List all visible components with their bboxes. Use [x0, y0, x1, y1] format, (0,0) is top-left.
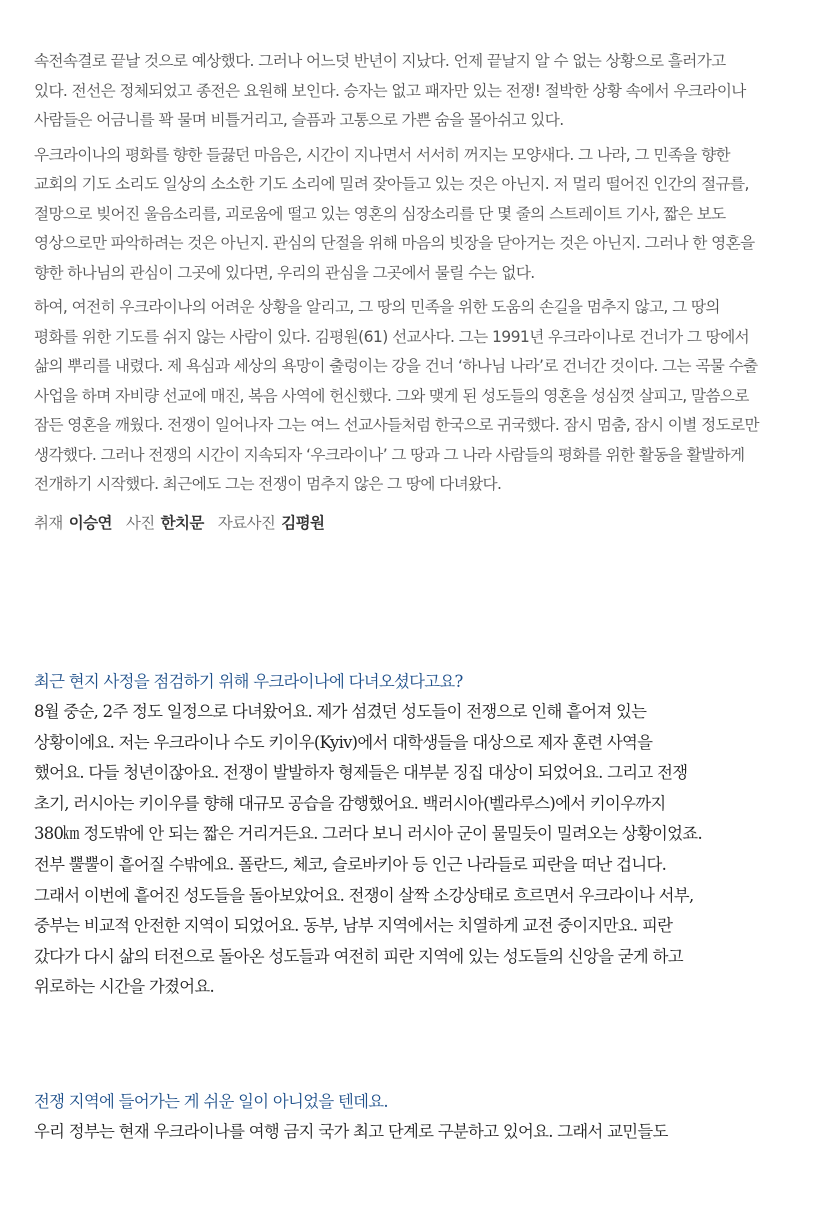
reporter-name: 이승연 — [68, 514, 112, 532]
lead-paragraph: 우크라이나의 평화를 향한 들끓던 마음은, 시간이 지나면서 서서히 꺼지는 모양새다. 그 나라, 그 민족을 향한 교회의 기도 소리도 일상의 소소한 기도 소리에 밀려 잦아들고 있는 것은 아닌지. 저 멀리 떨어진 인간의 절규를, 절망으로 빚어진 울음소리를, 괴로움에 떨고 있는 영혼의 심장소리를 단 몇 줄의 스트레이트 기사, 짧은 보도 영상으로만 파악하려는 것은 아닌지. 관심의 단절을 위해 마음의 빗장을 닫아거는 것은 아닌지. 그러나 한 영혼을 향한 하나님의 관심이 그곳에 있다면, 우리의 관심을 그곳에서 물릴 수는 없다. — [34, 145, 755, 282]
photographer-name: 한치문 — [160, 514, 204, 532]
archive-photo-name: 김평원 — [281, 514, 325, 532]
interview-block — [34, 1087, 824, 1148]
interview-question: 최근 현지 사정을 점검하기 위해 우크라이나에 다녀오셨다고요? — [34, 672, 463, 691]
photo-label: 사진 — [125, 514, 155, 532]
interview-question: 전쟁 지역에 들어가는 게 쉬운 일이 아니었을 텐데요. — [34, 1092, 388, 1111]
interview-answer: 8월 중순, 2주 정도 일정으로 다녀왔어요. 제가 섬겼던 성도들이 전쟁으로 인해 흩어져 있는 상황이에요. 저는 우크라이나 수도 키이우(Kyiv)에서 대학생들을 대상으로 제자 훈련 사역을 했어요. 다들 청년이잖아요. 전쟁이 발발하자 형제들은 대부분 징집 대상이 되었어요. 그리고 전쟁 초기, 러시아는 키이우를 향해 대규모 공습을 감행했어요. 백러시아(벨라루스)에서 키이우까지 380㎞ 정도밖에 안 되는 짧은 거리거든요. 그러다 보니 러시아 군이 물밀듯이 밀려오는 상황이었죠. 전부 뿔뿔이 흩어질 수밖에요. 폴란드, 체코, 슬로바키아 등 인근 나라들로 피란을 떠난 겁니다. 그래서 이번에 흩어진 성도들을 돌아보았어요. 전쟁이 살짝 소강상태로 흐르면서 우크라이나 서부, 중부는 비교적 안전한 지역이 되었어요. 동부, 남부 지역에서는 치열하게 교전 중이지만요. 피란 갔다가 다시 삶의 터전으로 돌아온 성도들과 여전히 피란 지역에 있는 성도들의 신앙을 굳게 하고 위로하는 시간을 가졌어요. — [34, 702, 702, 997]
reporting-label: 취재 — [34, 514, 63, 532]
lead-paragraph: 속전속결로 끝날 것으로 예상했다. 그러나 어느덧 반년이 지났다. 언제 끝날지 알 수 없는 상황으로 흘러가고 있다. 전선은 정체되었고 종전은 요원해 보인다. 승자는 없고 패자만 있는 전쟁! 절박한 상황 속에서 우크라이나 사람들은 어금니를 꽉 물며 비틀거리고, 슬픔과 고통으로 가쁜 숨을 몰아쉬고 있다. — [34, 52, 746, 129]
interview-block — [34, 667, 824, 1003]
article-credits — [34, 511, 338, 533]
archive-photo-label: 자료사진 — [217, 514, 276, 532]
article-lead — [34, 47, 824, 505]
interview-answer: 우리 정부는 현재 우크라이나를 여행 금지 국가 최고 단계로 구분하고 있어요. 그래서 교민들도 — [34, 1122, 668, 1141]
lead-paragraph: 하여, 여전히 우크라이나의 어려운 상황을 알리고, 그 땅의 민족을 위한 도움의 손길을 멈추지 않고, 그 땅의 평화를 위한 기도를 쉬지 않는 사람이 있다. 김평원(61) 선교사다. 그는 1991년 우크라이나로 건너가 그 땅에서 삶의 뿌리를 내렸다. 제 욕심과 세상의 욕망이 출렁이는 강을 건너 ‘하나님 나라’로 건너간 것이다. 그는 곡물 수출 사업을 하며 자비량 선교에 매진, 복음 사역에 헌신했다. 그와 맺게 된 성도들의 영혼을 성심껏 살피고, 말씀으로 잠든 영혼을 깨웠다. 전쟁이 일어나자 그는 여느 선교사들처럼 한국으로 귀국했다. 잠시 멈춤, 잠시 이별 정도로만 생각했다. 그러나 전쟁의 시간이 지속되자 ‘우크라이나’ 그 땅과 그 나라 사람들의 평화를 위한 활동을 활발하게 전개하기 시작했다. 최근에도 그는 전쟁이 멈추지 않은 그 땅에 다녀왔다. — [34, 298, 759, 493]
